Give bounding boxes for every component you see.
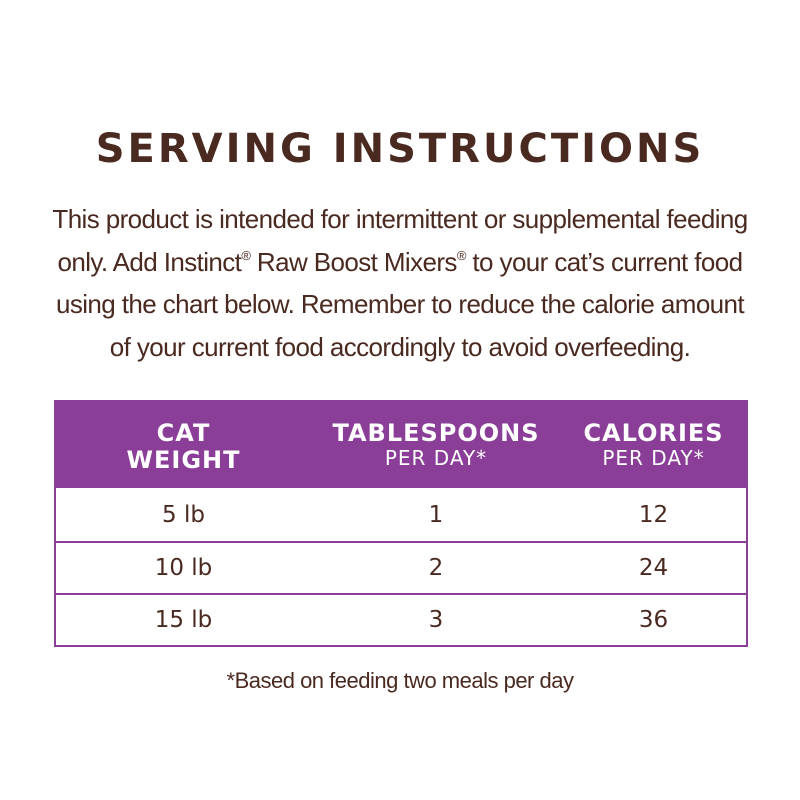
intro-line-2-part-b: Raw Boost Mixers xyxy=(250,246,457,277)
cell-calories: 12 xyxy=(638,501,669,528)
header-tablespoons xyxy=(311,420,561,469)
cell-tablespoons: 1 xyxy=(428,501,444,528)
intro-line-2 xyxy=(40,241,760,284)
header-tablespoons-main: TABLESPOONS xyxy=(332,419,540,447)
header-calories xyxy=(561,420,746,469)
header-cat-weight-line1: CAT xyxy=(156,419,211,447)
header-calories-sub: PER DAY* xyxy=(602,446,705,470)
header-calories-main: CALORIES xyxy=(583,419,724,447)
feeding-table xyxy=(54,400,748,647)
cell-tablespoons: 2 xyxy=(428,555,444,581)
intro-paragraph xyxy=(40,198,760,368)
table-row xyxy=(56,488,746,541)
intro-line-2-part-a: only. Add Instinct xyxy=(57,246,242,277)
table-row xyxy=(56,593,746,645)
cell-weight: 5 lb xyxy=(162,501,205,528)
footnote: *Based on feeding two meals per day xyxy=(226,668,574,693)
table-row xyxy=(56,541,746,593)
cell-calories: 24 xyxy=(638,555,669,581)
intro-line-1: This product is intended for intermittent or supplemental feeding xyxy=(52,204,748,234)
intro-line-3: using the chart below. Remember to reduce the calorie amount xyxy=(55,289,745,319)
cell-weight: 10 lb xyxy=(154,555,213,581)
cell-weight: 15 lb xyxy=(154,607,213,633)
header-tablespoons-sub: PER DAY* xyxy=(384,446,488,470)
registered-mark: ® xyxy=(241,247,251,263)
cell-calories: 36 xyxy=(638,607,669,633)
header-cat-weight-line2: WEIGHT xyxy=(126,446,241,474)
registered-mark: ® xyxy=(456,247,466,263)
header-cat-weight xyxy=(56,420,311,474)
page-title: SERVING INSTRUCTIONS xyxy=(95,126,705,172)
intro-line-4: of your current food accordingly to avoid overfeeding. xyxy=(109,331,691,362)
cell-tablespoons: 3 xyxy=(428,607,444,633)
table-header xyxy=(56,402,746,488)
intro-line-2-part-c: to your cat’s current food xyxy=(465,246,743,277)
